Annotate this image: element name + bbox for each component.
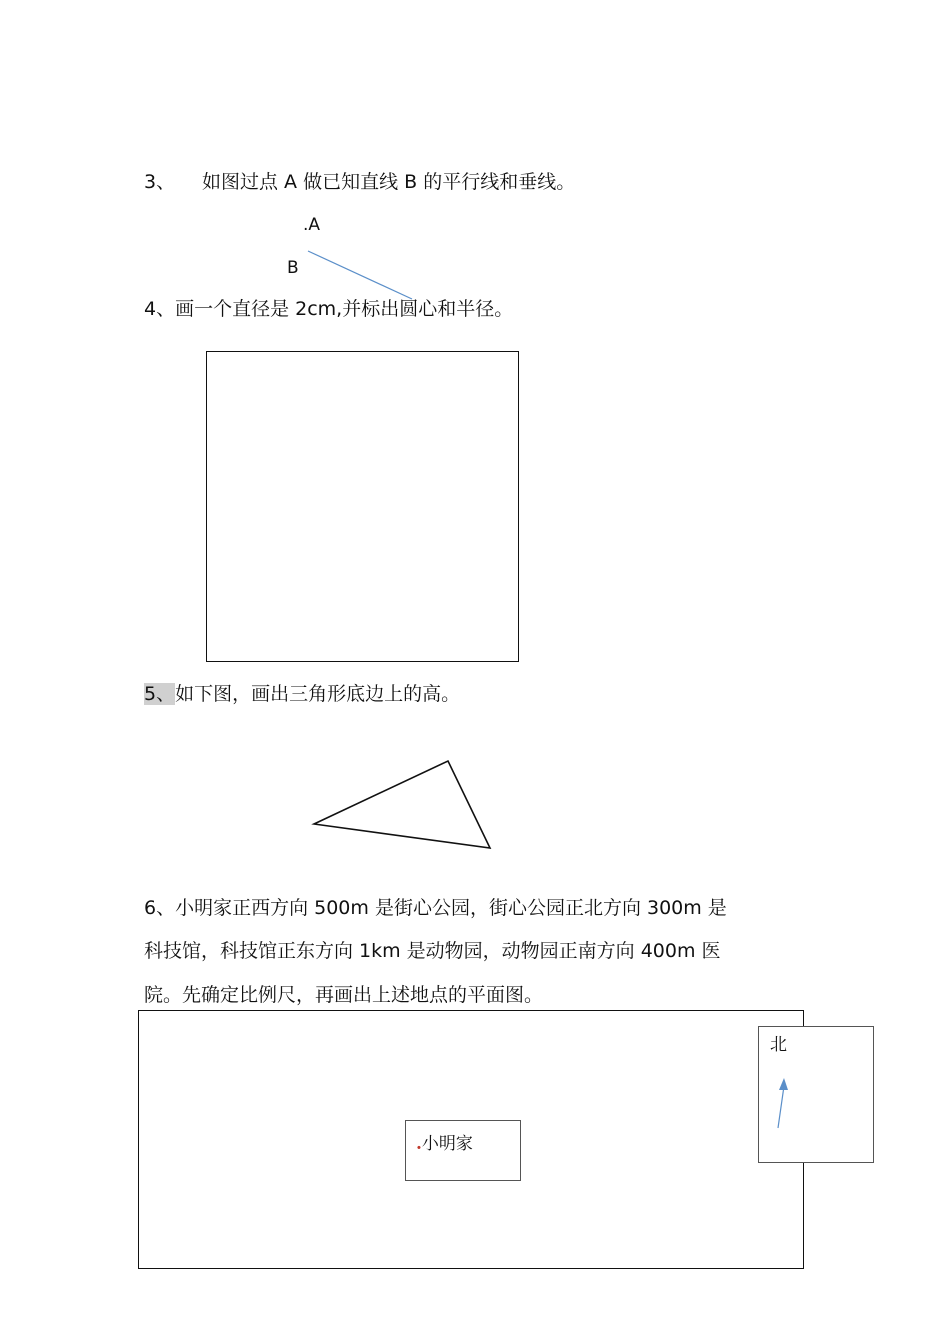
point-a-label: .A [303, 215, 321, 235]
q3-text: 如图过点 A 做已知直线 B 的平行线和垂线。 [202, 171, 576, 193]
q4-text: 4、画一个直径是 2cm,并标出圆心和半径。 [144, 298, 514, 320]
q5-number: 5、 [144, 683, 176, 705]
line-b [308, 251, 412, 299]
q3-number: 3、 [144, 171, 176, 193]
q6-line-3: 院。先确定比例尺，再画出上述地点的平面图。 [144, 984, 544, 1006]
home-label-text: 小明家 [421, 1134, 473, 1154]
north-label: 北 [770, 1035, 787, 1055]
q5-text: 如下图，画出三角形底边上的高。 [175, 683, 461, 705]
home-marker: . [416, 1134, 422, 1154]
north-arrow-icon [779, 1078, 788, 1090]
q6-line-2: 科技馆，科技馆正东方向 1km 是动物园，动物园正南方向 400m 医 [144, 940, 721, 962]
triangle [314, 761, 490, 848]
line-b-label: B [287, 258, 299, 278]
q6-line-1: 6、小明家正西方向 500m 是街心公园，街心公园正北方向 300m 是 [144, 897, 727, 919]
north-arrow-shaft [778, 1086, 784, 1128]
